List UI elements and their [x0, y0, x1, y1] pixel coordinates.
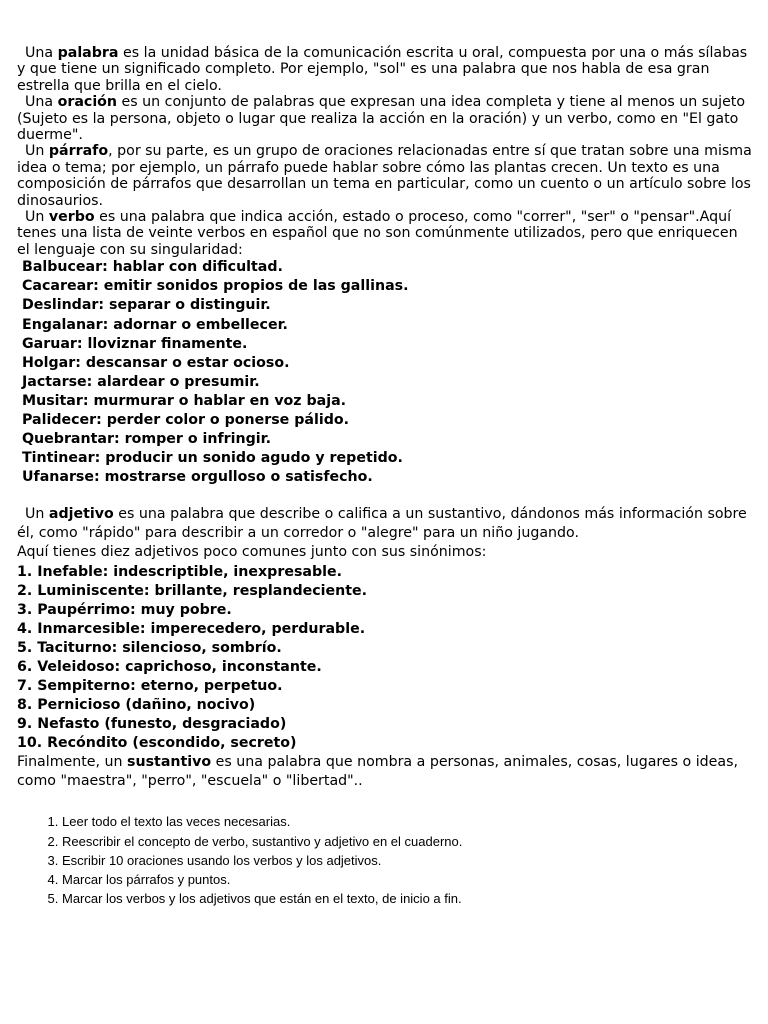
text: Una	[25, 94, 58, 111]
adjective-item: 1. Inefable: indescriptible, inexpresable.	[17, 563, 342, 580]
verb-item: Holgar: descansar o estar ocioso.	[22, 354, 290, 371]
task-item: 1. Leer todo el texto las veces necesarias.	[62, 812, 752, 831]
verb-item: Cacarear: emitir sonidos propios de las gallinas.	[22, 278, 409, 295]
adjective-intro: Aquí tienes diez adjetivos poco comunes junto con sus sinónimos:	[17, 544, 487, 561]
verb-item: Jactarse: alardear o presumir.	[22, 373, 260, 390]
term-palabra: palabra	[57, 45, 119, 61]
verb-item: Tintinear: producir un sonido agudo y repetido.	[22, 450, 403, 467]
paragraph-palabra	[17, 45, 752, 94]
text: es una palabra que nombra a personas, animales, cosas, lugares o ideas, como "maestra", "perro", "escuela" o "libertad"..	[17, 754, 739, 790]
text: es una palabra que indica acción, estado o proceso, como "correr", "ser" o "pensar".Aquí tenes una lista de veinte verbos en español que no son comúnmente utilizados, pero que enriquecen el lenguaje con su singularidad:	[17, 209, 738, 258]
task-list	[17, 812, 752, 908]
adjective-item: 6. Veleidoso: caprichoso, inconstante.	[17, 658, 322, 675]
paragraph-oracion	[17, 94, 752, 143]
verb-list	[17, 258, 752, 487]
task-item: 4. Marcar los párrafos y puntos.	[62, 870, 752, 889]
paragraph-parrafo	[17, 143, 752, 209]
document-page	[17, 45, 752, 908]
text: Finalmente, un	[17, 754, 128, 771]
adjective-item: 8. Pernicioso (dañino, nocivo)	[17, 697, 256, 714]
verb-item: Garuar: lloviznar finamente.	[22, 335, 248, 352]
adjective-item: 10. Recóndito (escondido, secreto)	[17, 735, 297, 752]
verb-item: Deslindar: separar o distinguir.	[22, 297, 271, 314]
spacer	[17, 487, 752, 505]
text: es la unidad básica de la comunicación escrita u oral, compuesta por una o más sílabas y que tiene un significado completo. Por ejemplo, "sol" es una palabra que nos habla de esa gran estrella que brilla en el cielo.	[17, 45, 748, 94]
paragraph-verbo	[17, 209, 752, 258]
term-parrafo: párrafo	[48, 143, 109, 160]
text: Un	[25, 143, 49, 160]
verb-item: Ufanarse: mostrarse orgulloso o satisfecho.	[22, 469, 373, 486]
paragraph-sustantivo	[17, 753, 752, 791]
adjective-item: 5. Taciturno: silencioso, sombrío.	[17, 639, 282, 656]
adjective-list	[17, 563, 752, 754]
text: Una	[25, 45, 58, 61]
adjective-item: 3. Paupérrimo: muy pobre.	[17, 601, 232, 618]
text: es una palabra que describe o califica a un sustantivo, dándonos más información sobre él, como "rápido" para describir a un corredor o "alegre" para un niño jugando.	[17, 506, 747, 542]
text: , por su parte, es un grupo de oraciones relacionadas entre sí que tratan sobre una misma idea o tema; por ejemplo, un párrafo puede hablar sobre cómo las plantas crecen. Un texto es una composición de párrafos que desarrollan un tema en particular, como un cuento o un artículo sobre los dinosaurios.	[17, 143, 752, 209]
term-verbo: verbo	[48, 209, 95, 226]
verb-item: Balbucear: hablar con dificultad.	[22, 259, 283, 276]
adjective-item: 9. Nefasto (funesto, desgraciado)	[17, 716, 287, 733]
term-sustantivo: sustantivo	[127, 754, 212, 771]
adjective-item: 2. Luminiscente: brillante, resplandeciente.	[17, 582, 368, 599]
text: es un conjunto de palabras que expresan una idea completa y tiene al menos un sujeto (Sujeto es la persona, objeto o lugar que realiza la acción en la oración) y un verbo, como en "El gato duerme".	[17, 94, 746, 144]
task-item: 3. Escribir 10 oraciones usando los verbos y los adjetivos.	[62, 851, 752, 870]
verb-item: Engalanar: adornar o embellecer.	[22, 316, 288, 333]
verb-item: Palidecer: perder color o ponerse pálido.	[22, 412, 349, 429]
paragraph-adjetivo	[17, 505, 752, 543]
term-oracion: oración	[57, 94, 118, 111]
text: Un	[25, 506, 49, 523]
term-adjetivo: adjetivo	[48, 506, 114, 523]
adjective-item: 7. Sempiterno: eterno, perpetuo.	[17, 678, 283, 695]
task-item: 2. Reescribir el concepto de verbo, sustantivo y adjetivo en el cuaderno.	[62, 832, 752, 851]
text: Un	[25, 209, 49, 226]
verb-item: Musitar: murmurar o hablar en voz baja.	[22, 392, 347, 409]
task-item: 5. Marcar los verbos y los adjetivos que están en el texto, de inicio a fin.	[62, 889, 752, 908]
adjective-item: 4. Inmarcesible: imperecedero, perdurable.	[17, 620, 366, 637]
verb-item: Quebrantar: romper o infringir.	[22, 431, 271, 448]
